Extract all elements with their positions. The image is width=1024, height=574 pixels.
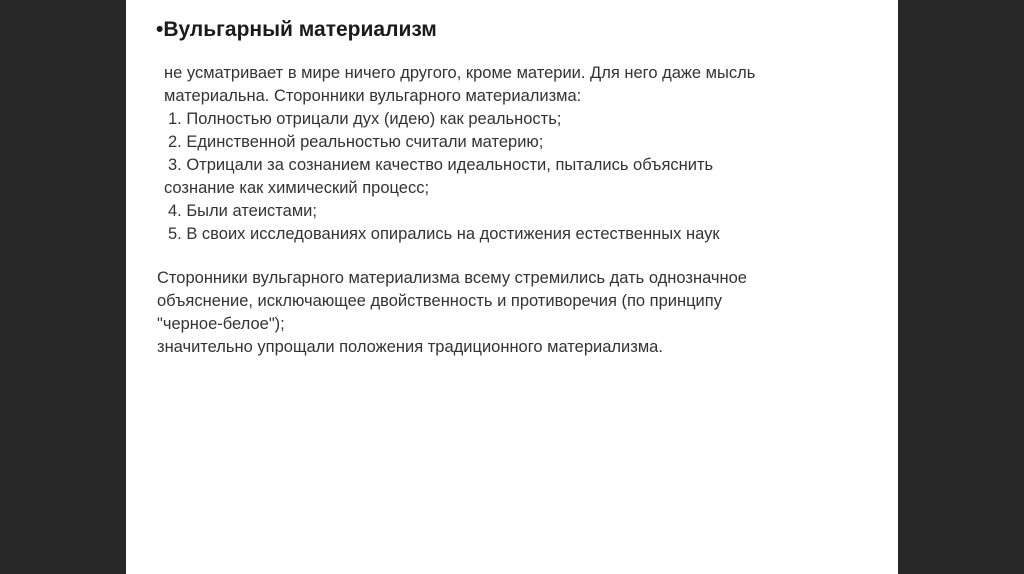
list-item: 5. В своих исследованиях опирались на достижения естественных наук: [168, 225, 720, 243]
intro-line: материальна. Сторонники вульгарного материализма:: [164, 87, 582, 105]
intro-line: не усматривает в мире ничего другого, кроме материи. Для него даже мысль: [164, 64, 756, 82]
conclusion-line: значительно упрощали положения традиционного материализма.: [157, 338, 663, 356]
slide-title: •Вульгарный материализм: [156, 18, 437, 41]
intro-block: [164, 62, 864, 246]
list-item: 4. Были атеистами;: [168, 202, 317, 220]
list-item: 3. Отрицали за сознанием качество идеальности, пытались объяснить: [168, 156, 714, 174]
conclusion-line: "черное-белое");: [157, 315, 285, 333]
slide: [126, 0, 898, 574]
list-item: 1. Полностью отрицали дух (идею) как реальность;: [168, 110, 562, 128]
conclusion-block: [157, 267, 877, 359]
conclusion-line: объяснение, исключающее двойственность и противоречия (по принципу: [157, 292, 722, 310]
list-item: 2. Единственной реальностью считали материю;: [168, 133, 544, 151]
list-item-continuation: сознание как химический процесс;: [164, 179, 430, 197]
conclusion-line: Сторонники вульгарного материализма всему стремились дать однозначное: [157, 269, 747, 287]
